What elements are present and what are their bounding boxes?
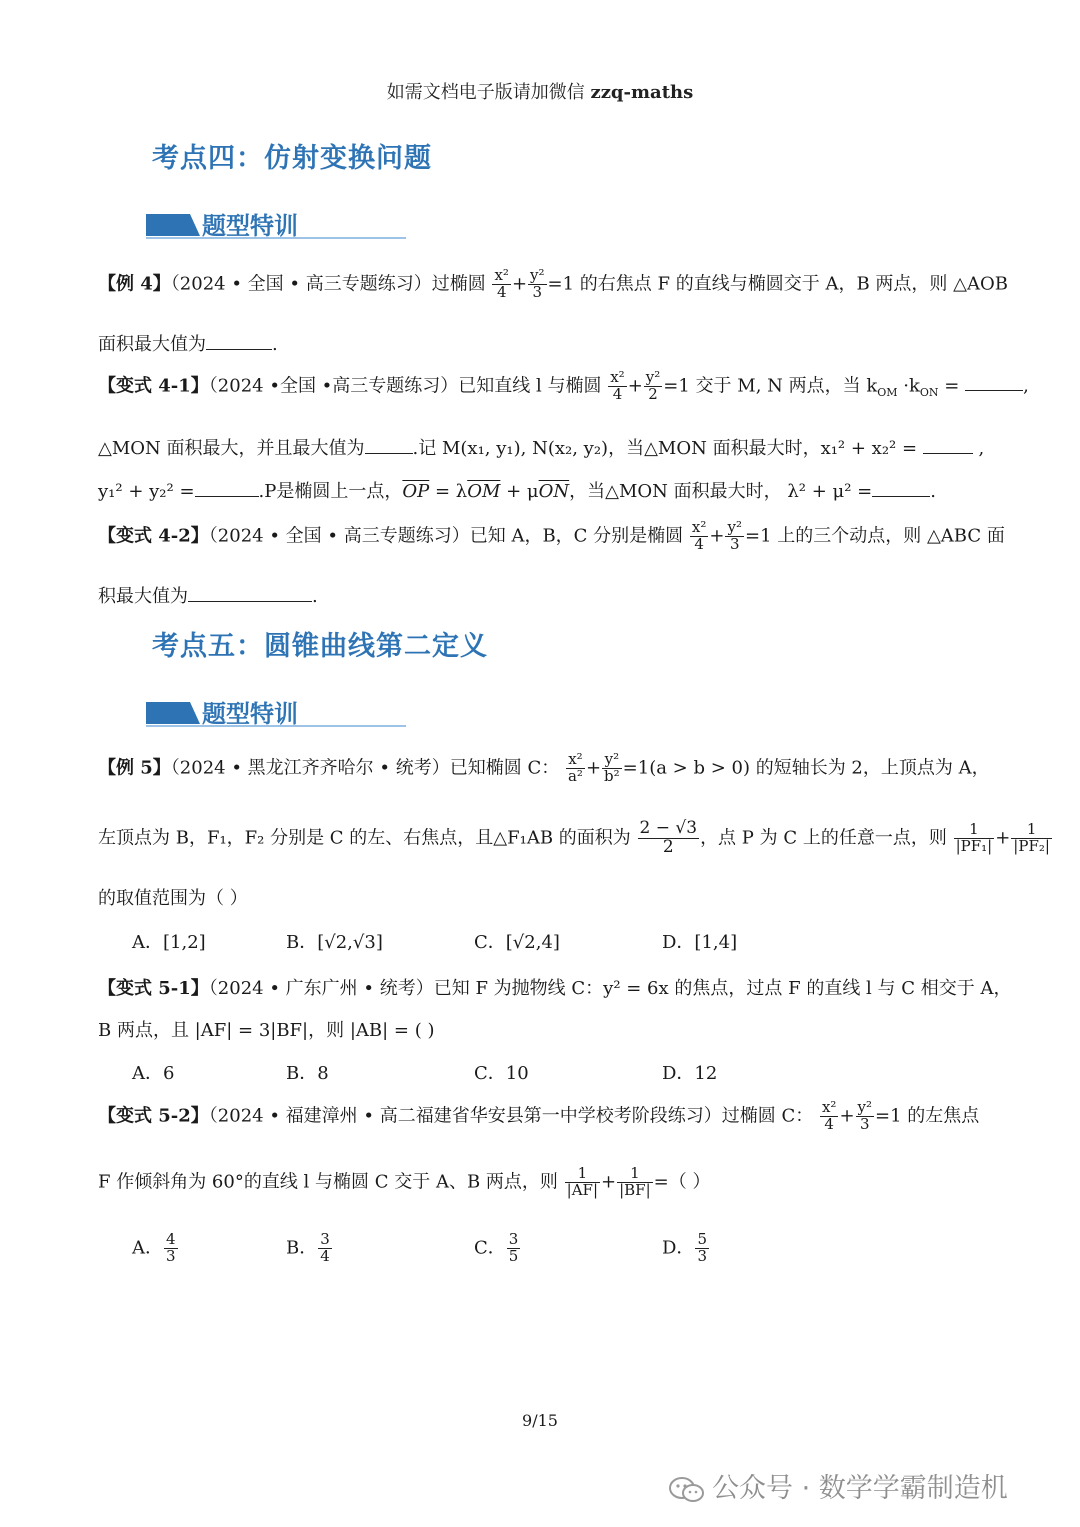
ex5-line2: 左顶点为 B，F₁，F₂ 分别是 C 的左、右焦点，且△F₁AB 的面积为 $\frac{2 - √3}{2}$ ，点 P 为 C 上的任意一点，则 $\frac{1}{\text{|PF₁|}}$ + $\frac{1}{\text{|PF₂|}}$ [98,818,1050,857]
ex4-tag: 【例 4】 [98,273,171,295]
section4-title: 考点四：仿射变换问题 [152,143,432,174]
option-c[interactable]: C．10 [474,1063,529,1084]
frac-1-bf: $\frac{1}{|BF|}$ [619,1164,651,1199]
option-c[interactable]: C． $\frac{3}{5}$ [474,1230,519,1265]
section4-banner [146,206,406,240]
ex4-eq: =1 的右焦点 F 的直线与椭圆交于 A，B 两点，则 △AOB [547,273,1008,295]
frac-1-af: $\frac{1}{|AF|}$ [566,1164,599,1199]
option-a[interactable]: A．[1,2] [132,932,206,953]
v51-line1: 【变式 5-1】（2024 • 广东广州 • 统考）已知 F 为抛物线 C：y² = 6x 的焦点，过点 F 的直线 l 与 C 相交于 A， [98,978,1012,999]
v42-tag: 【变式 4-2】 [98,525,209,547]
option-c[interactable]: C．[√2,4] [474,932,560,953]
v52-tag: 【变式 5-2】 [98,1105,209,1127]
answer-blank[interactable] [206,331,272,350]
answer-blank[interactable] [965,372,1023,391]
frac-y2-3: $\frac{\text{y²}}{3}$ [530,266,545,301]
section5-title: 考点五：圆锥曲线第二定义 [152,631,488,662]
v52-line1: 【变式 5-2】（2024 • 福建漳州 • 高二福建省华安县第一中学校考阶段练习）过椭圆 C： $\frac{\text{x²}}{4}$ + $\frac{\text{y²}}{3}$ =1 的左焦点 [98,1098,980,1133]
frac-x2-4: $\frac{\text{x²}}{4}$ [610,368,625,403]
v51-line2: B 两点，且 |AF| = 3|BF|，则 |AB| = ( ) [98,1020,435,1041]
wechat-icon [668,1475,706,1505]
answer-blank[interactable] [872,478,930,497]
ex5-line3: 的取值范围为（ ） [98,888,248,909]
answer-blank[interactable] [188,583,312,602]
option-a[interactable]: A．6 [132,1063,175,1084]
frac-y2-b2: $\frac{\text{y²}}{\text{b²}}$ [604,750,620,785]
frac-x2-a2: $\frac{\text{x²}}{\text{a²}}$ [567,750,583,785]
header-wechat: zzq-maths [590,82,694,103]
ex5-tag: 【例 5】 [98,757,171,779]
doc-header [0,78,1080,104]
v41-tag: 【变式 4-1】 [98,375,209,397]
frac-y2-2: $\frac{\text{y²}}{2}$ [645,368,661,403]
frac-x2-4: $\frac{\text{x²}}{4}$ [494,266,509,301]
frac-y2-3: $\frac{\text{y²}}{3}$ [727,518,742,553]
watermark [668,1466,1008,1505]
option-d[interactable]: D．12 [662,1063,718,1084]
answer-blank[interactable] [195,478,259,497]
frac-x2-4: $\frac{\text{x²}}{4}$ [691,518,707,553]
option-d[interactable]: D．[1,4] [662,932,738,953]
section5-banner [146,694,406,728]
frac-y2-3: $\frac{\text{y²}}{3}$ [857,1098,873,1133]
v41-line1: 【变式 4-1】（2024 •全国 •高三专题练习）已知直线 l 与椭圆 $\frac{\text{x²}}{4}$ + $\frac{\text{y²}}{2}$ =1 交于 M, N 两点，当 $k_{OM} \cdot k_{ON}$ = , [98,368,1029,403]
ex4-source: （2024 • 全国 • 高三专题练习）过椭圆 [170,273,486,295]
frac-1-pf2: $\frac{1}{\text{|PF₂|}}$ [1013,820,1050,855]
ex5-line1: 【例 5】（2024 • 黑龙江齐齐哈尔 • 统考）已知椭圆 C： $\frac{\text{x²}}{\text{a²}}$ + $\frac{\text{y²}}{\text{b²}}$ =1(a > b > 0) 的短轴长为 2，上顶点为 A， [98,750,990,785]
ex4-line1: 【例 4】（2024 • 全国 • 高三专题练习）过椭圆 $\frac{\text{x²}}{4}$ + $\frac{\text{y²}}{3}$ =1 的右焦点 F 的直线与椭圆交于 A，B 两点，则 △AOB [98,266,1008,301]
v42-line2: 积最大值为 . [98,582,318,608]
frac-area: $\frac{2 - √3}{2}$ [639,818,698,857]
answer-blank[interactable] [923,435,973,454]
watermark-text: 公众号 · 数学学霸制造机 [712,1473,1008,1504]
v41-line2: △MON 面积最大，并且最大值为 .记 M(x₁, y₁), N(x₂, y₂)，当△MON 面积最大时，x₁² + x₂² = , [98,434,984,460]
v52-line2: F 作倾斜角为 60°的直线 l 与椭圆 C 交于 A、B 两点，则 $\frac{1}{|AF|}$ + $\frac{1}{|BF|}$ =（ ） [98,1164,711,1199]
option-b[interactable]: B． $\frac{3}{4}$ [286,1230,330,1265]
page-number: 9/15 [522,1411,558,1430]
v41-line3: y₁² + y₂² = .P是椭圆上一点，$\overline{OP} = \lambda\overline{OM} + \mu\overline{ON}$，当△MON 面积最大时， λ² + μ² = . [98,477,936,503]
option-b[interactable]: B．[√2,√3] [286,932,383,953]
option-d[interactable]: D． $\frac{5}{3}$ [662,1230,707,1265]
answer-blank[interactable] [365,435,413,454]
frac-x2-4: $\frac{\text{x²}}{4}$ [821,1098,837,1133]
ex4-line2: 面积最大值为 . [98,330,278,356]
banner-label: 题型特训 [202,212,298,240]
header-text: 如需文档电子版请加微信 [386,82,591,103]
frac-1-pf1: $\frac{1}{\text{|PF₁|}}$ [955,820,993,855]
banner-label: 题型特训 [202,700,298,728]
option-a[interactable]: A． $\frac{4}{3}$ [132,1230,176,1265]
v51-tag: 【变式 5-1】 [98,978,209,999]
v42-line1: 【变式 4-2】（2024 • 全国 • 高三专题练习）已知 A，B，C 分别是椭圆 $\frac{\text{x²}}{4}$ + $\frac{\text{y²}}{3}$ =1 上的三个动点，则 △ABC 面 [98,518,1005,553]
option-b[interactable]: B．8 [286,1063,329,1084]
